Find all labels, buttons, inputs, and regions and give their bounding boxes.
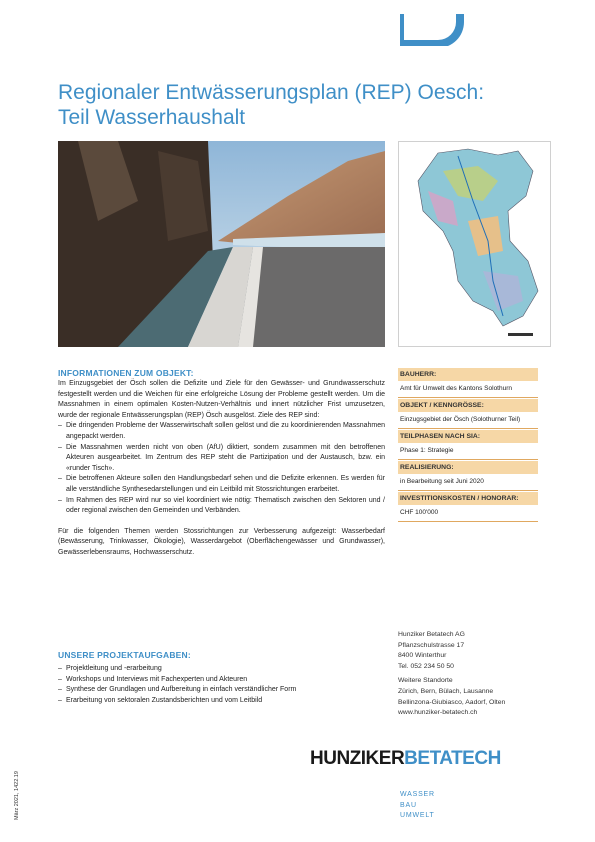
title-line-1: Regionaler Entwässerungsplan (REP) Oesch:	[58, 81, 485, 104]
company-name: Hunziker Betatech AG	[398, 631, 465, 638]
company-city: 8400 Winterthur	[398, 652, 447, 660]
table-label: INVESTITIONSKOSTEN / HONORAR:	[398, 491, 538, 505]
company-street: Pflanzschulstrasse 17	[398, 641, 465, 649]
tagline-bau: BAU	[400, 801, 417, 809]
table-value: in Bearbeitung seit Juni 2020	[398, 474, 538, 491]
company-website[interactable]: www.hunziker-betatech.ch	[398, 709, 478, 717]
document-date-code: März 2021, 1422.19	[14, 771, 20, 820]
list-item: – Die Massnahmen werden nicht von oben (AfU) diktiert, sondern zusammen mit den betroffenen Akteuren ausgearbeitet. Im Zentrum des REP steht die Partizipation und der Austausch, bzw. ein «runder Tisch».	[58, 443, 385, 475]
other-locations-heading: Weitere Standorte	[398, 677, 453, 685]
logo-tagline	[400, 790, 435, 822]
page-title	[58, 80, 538, 130]
object-info-body	[58, 379, 385, 559]
project-tasks-section	[58, 650, 385, 706]
table-value: Amt für Umwelt des Kantons Solothurn	[398, 381, 538, 398]
table-label: TEILPHASEN NACH SIA:	[398, 429, 538, 443]
title-line-2: Teil Wasserhaushalt	[58, 106, 246, 129]
tagline-umwelt: UMWELT	[400, 812, 435, 819]
other-locations-2: Bellinzona-Giubiasco, Aadorf, Olten	[398, 698, 506, 706]
company-logo	[310, 748, 510, 774]
table-value: Einzugsgebiet der Ösch (Solothurner Teil)	[398, 412, 538, 429]
landscape-photo	[58, 141, 385, 347]
catchment-map	[398, 141, 551, 347]
project-tasks-list	[58, 664, 385, 706]
table-label: OBJEKT / KENNGRÖSSE:	[398, 398, 538, 412]
object-info-intro: Im Einzugsgebiet der Ösch sollen die Defizite und Ziele für den Gewässer- und Grundwasserschutz festgestellt werden und die Weichen für eine erfolgreiche Lösung der Probleme gestellt werden. Um die Massnahmen in einem optimalen Kosten-Nutzen-Verhältnis und innert nützlicher Frist umzusetzen, wurde der regionale Entwässerungsplan (REP) Ösch ausgelöst. Ziele des REP sind:	[58, 380, 385, 419]
object-goals-list	[58, 421, 385, 516]
project-tasks-heading: UNSERE PROJEKTAUFGABEN:	[58, 650, 191, 660]
company-phone: Tel. 052 234 50 50	[398, 662, 454, 670]
tagline-wasser: WASSER	[400, 791, 435, 798]
object-info-section	[58, 368, 385, 559]
list-item: – Im Rahmen des REP wird nur so viel koordiniert wie nötig: Thematisch zwischen den Sektoren und / oder regional zwischen den Gemeinden und Verbänden.	[58, 496, 385, 517]
other-locations-1: Zürich, Bern, Bülach, Lausanne	[398, 687, 494, 695]
project-facts-table	[398, 367, 538, 522]
contact-block	[398, 630, 548, 719]
list-item: – Projektleitung und -erarbeitung	[58, 664, 385, 675]
list-item: – Die betroffenen Akteure sollen den Handlungsbedarf sehen und die Defizite erkennen. Es werden für alle verständliche Synthesedarstellungen und ein Leitbild mit Stossrichtungen erarbeitet.	[58, 474, 385, 495]
list-item: – Erarbeitung von sektoralen Zustandsberichten und vom Leitbild	[58, 696, 385, 707]
object-info-heading: INFORMATIONEN ZUM OBJEKT:	[58, 368, 194, 378]
brand-mark-top	[398, 0, 468, 46]
list-item: – Workshops und Interviews mit Fachexperten und Akteuren	[58, 675, 385, 686]
table-label: REALISIERUNG:	[398, 460, 538, 474]
table-label: BAUHERR:	[398, 367, 538, 381]
table-value: Phase 1: Strategie	[398, 443, 538, 460]
logo-hunziker: HUNZIKER	[310, 748, 405, 769]
list-item: – Synthese der Grundlagen und Aufbereitung in einfach verständlicher Form	[58, 685, 385, 696]
logo-betatech: BETATECH	[404, 748, 501, 769]
object-info-closing: Für die folgenden Themen werden Stossrichtungen zur Verbesserung aufgezeigt: Wasserbedarf (Bewässerung, Trinkwasser, Ökologie), Wasserdargebot (Oberflächengewässer und Grundwasser), Gewässerlebensraums, Hochwasserschutz.	[58, 527, 385, 556]
list-item: – Die dringenden Probleme der Wasserwirtschaft sollen gelöst und die zu koordinierenden Massnahmen angepackt werden.	[58, 421, 385, 442]
table-value: CHF 100'000	[398, 505, 538, 522]
